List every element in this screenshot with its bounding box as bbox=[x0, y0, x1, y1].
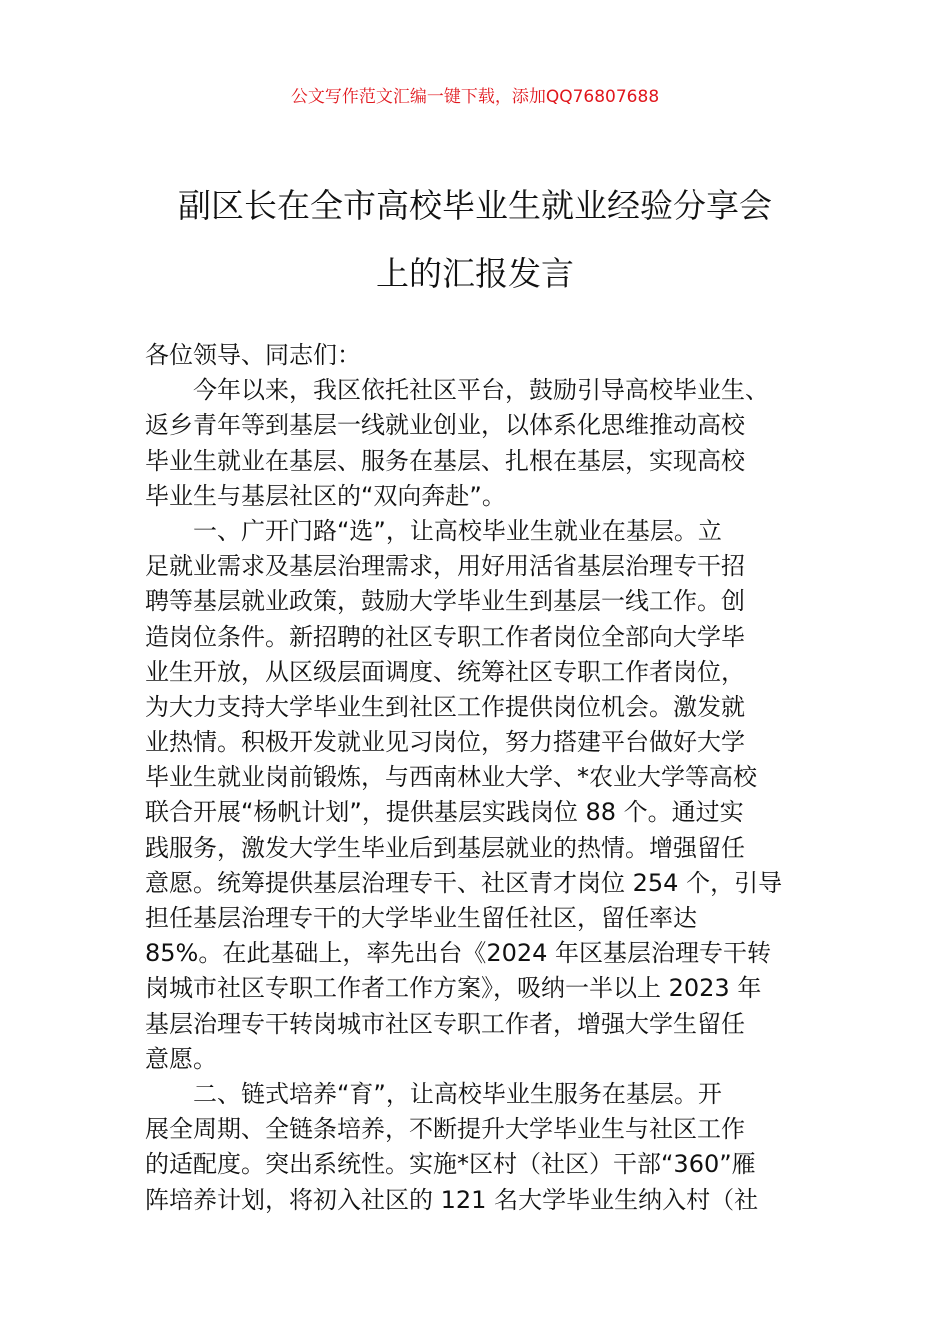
title-line-1: 副区长在全市高校毕业生就业经验分享会 bbox=[178, 186, 772, 225]
paragraph-line: 毕业生就业在基层、服务在基层、扎根在基层，实现高校 bbox=[145, 446, 745, 475]
section-heading-line: 二、链式培养“育”，让高校毕业生服务在基层。开 bbox=[193, 1079, 722, 1108]
paragraph-line: 为大力支持大学毕业生到社区工作提供岗位机会。激发就 bbox=[145, 692, 745, 721]
paragraph-line: 足就业需求及基层治理需求，用好用活省基层治理专干招 bbox=[145, 552, 745, 581]
paragraph-line: 意愿。 bbox=[145, 1044, 217, 1073]
paragraph-line: 担任基层治理专干的大学毕业生留任社区，留任率达 bbox=[145, 904, 697, 932]
paragraph-intro bbox=[145, 373, 825, 514]
document-title bbox=[0, 172, 950, 308]
paragraph-line: 的适配度。突出系统性。实施*区村（社区）干部“360”雁 bbox=[145, 1150, 756, 1179]
section-heading-line: 一、广开门路“选”，让高校毕业生就业在基层。立 bbox=[193, 516, 722, 545]
salutation: 各位领导、同志们： bbox=[145, 341, 361, 369]
paragraph-line: 岗城市社区专职工作者工作方案》，吸纳一半以上 2023 年 bbox=[145, 974, 762, 1003]
paragraph-line: 阵培养计划，将初入社区的 121 名大学毕业生纳入村（社 bbox=[145, 1185, 759, 1214]
paragraph-line: 联合开展“杨帆计划”，提供基层实践岗位 88 个。通过实 bbox=[145, 798, 744, 827]
paragraph-line: 毕业生与基层社区的“双向奔赴”。 bbox=[145, 481, 506, 510]
paragraph-line: 意愿。统筹提供基层治理专干、社区青才岗位 254 个，引导 bbox=[145, 868, 783, 897]
paragraph-line: 返乡青年等到基层一线就业创业，以体系化思维推动高校 bbox=[145, 411, 745, 440]
paragraph-line: 业热情。积极开发就业见习岗位，努力搭建平台做好大学 bbox=[145, 728, 745, 757]
paragraph-section-2 bbox=[145, 1077, 825, 1218]
title-line-2: 上的汇报发言 bbox=[376, 254, 574, 293]
paragraph-line: 业生开放，从区级层面调度、统筹社区专职工作者岗位， bbox=[145, 657, 745, 686]
paragraph-line: 展全周期、全链条培养，不断提升大学毕业生与社区工作 bbox=[145, 1115, 745, 1144]
paragraph-line: 聘等基层就业政策，鼓励大学毕业生到基层一线工作。创 bbox=[145, 587, 745, 616]
paragraph-section-1 bbox=[145, 514, 825, 1077]
download-notice: 公文写作范文汇编一键下载，添加QQ76807688 bbox=[290, 87, 660, 107]
paragraph-line: 今年以来，我区依托社区平台，鼓励引导高校毕业生、 bbox=[193, 376, 769, 405]
paragraph-line: 85%。在此基础上，率先出台《2024 年区基层治理专干转 bbox=[145, 939, 772, 968]
paragraph-line: 践服务，激发大学生毕业后到基层就业的热情。增强留任 bbox=[145, 833, 745, 862]
paragraph-line: 造岗位条件。新招聘的社区专职工作者岗位全部向大学毕 bbox=[145, 622, 745, 651]
document-body bbox=[145, 338, 825, 1218]
paragraph-line: 毕业生就业岗前锻炼，与西南林业大学、*农业大学等高校 bbox=[145, 763, 757, 792]
paragraph-line: 基层治理专干转岗城市社区专职工作者，增强大学生留任 bbox=[145, 1009, 745, 1038]
